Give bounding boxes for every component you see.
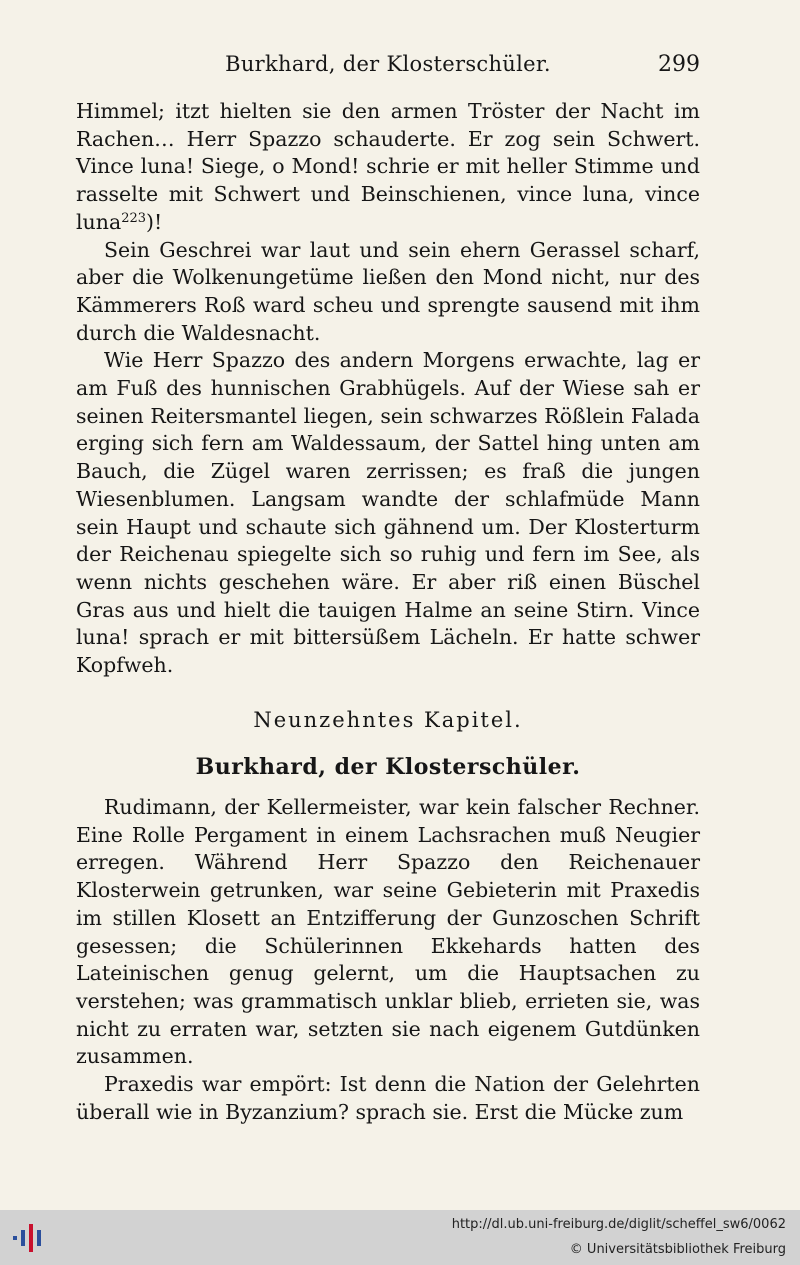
library-logo-icon [10,1220,46,1256]
paragraph-text: Himmel; itzt hielten sie den armen Tröster der Nacht im Rachen… Herr Spazzo schauderte. Er zog sein Schwert. Vince luna! Siege, o Mond! schrie er mit heller Stimme und rasselte mit Schwert und Beinschienen, vince luna, vince luna [76,99,700,234]
source-url-link[interactable]: http://dl.ub.uni-freiburg.de/diglit/scheffel_sw6/0062 [451,1217,786,1232]
paragraph-text: )! [146,209,163,234]
chapter-title: Burkhard, der Klosterschüler. [195,754,581,780]
text-block-bottom [76,794,700,1126]
paragraph: Rudimann, der Kellermeister, war kein falscher Rechner. Eine Rolle Pergament in einem Lachsrachen muß Neugier erregen. Während Herr Spazzo den Reichenauer Klosterwein getrunken, war seine Gebieterin mit Praxedis im stillen Klosett an Entzifferung der Gunzoschen Schrift gesessen; die Schülerinnen Ekkehards hatten des Lateinischen genug gelernt, um die Hauptsachen zu verstehen; was grammatisch unklar blieb, errieten sie, was nicht zu erraten war, setzten sie nach eigenem Gutdünken zusammen. [76,795,700,1069]
page-number: 299 [658,52,700,77]
text-block-top [76,98,700,680]
paragraph [76,98,700,237]
paragraph: Wie Herr Spazzo des andern Morgens erwachte, lag er am Fuß des hunnischen Grabhügels. Auf der Wiese sah er seinen Reitersmantel liegen, sein schwarzes Rößlein Falada erging sich fern am Waldessaum, der Sattel hing unten am Bauch, die Zügel waren zerrissen; es fraß die jungen Wiesenblumen. Langsam wandte der schlafmüde Mann sein Haupt und schaute sich gähnend um. Der Klosterturm der Reichenau spiegelte sich so ruhig und fern im See, als wenn nichts geschehen wäre. Er aber riß einen Büschel Gras aus und hielt die tauigen Halme an seine Stirn. Vince luna! sprach er mit bittersüßem Lächeln. Er hatte schwer Kopfweh. [76,348,700,678]
paragraph: Praxedis war empört: Ist denn die Nation der Gelehrten überall wie in Byzanzium? sprach sie. Erst die Mücke zum [76,1072,700,1124]
running-title: Burkhard, der Klosterschüler. [225,52,551,76]
copyright-notice: © Universitätsbibliothek Freiburg [569,1242,786,1257]
viewer-footer [0,1210,800,1265]
running-head [76,52,700,84]
paragraph: Sein Geschrei war laut und sein ehern Gerassel scharf, aber die Wolkenungetüme ließen den Mond nicht, nur des Kämmerers Roß ward scheu und sprengte sausend mit ihm durch die Waldesnacht. [76,237,700,345]
footnote-reference[interactable]: 223 [121,210,147,226]
chapter-number: Neunzehntes Kapitel. [253,708,523,732]
